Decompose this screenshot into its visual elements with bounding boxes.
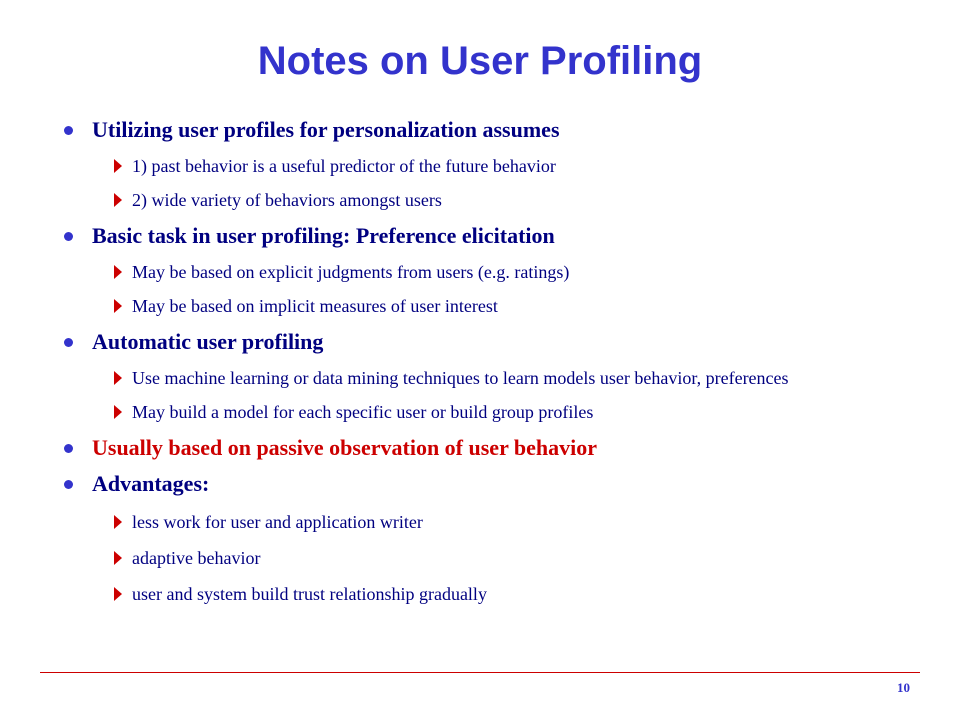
triangle-arrow-icon (114, 193, 122, 207)
sub-bullet-text: May build a model for each specific user or build group profiles (132, 402, 594, 422)
sub-bullet-text: user and system build trust relationship gradually (132, 584, 487, 604)
triangle-arrow-icon (114, 405, 122, 419)
round-bullet-icon (64, 444, 73, 453)
round-bullet-icon (64, 126, 73, 135)
bullet-text: Utilizing user profiles for personalization assumes (92, 117, 560, 142)
bullet-basic-task (60, 222, 940, 250)
triangle-arrow-icon (114, 515, 122, 529)
bullet-text: Automatic user profiling (92, 329, 324, 354)
bullet-passive-observation (60, 434, 940, 462)
sub-bullet-less-work (60, 510, 940, 534)
sub-bullet-text: 1) past behavior is a useful predictor of the future behavior (132, 156, 556, 176)
bullet-advantages (60, 470, 940, 498)
sub-bullet-trust (60, 582, 940, 606)
triangle-arrow-icon (114, 587, 122, 601)
sub-bullet-text: May be based on explicit judgments from users (e.g. ratings) (132, 262, 570, 282)
triangle-arrow-icon (114, 265, 122, 279)
sub-bullet-text: Use machine learning or data mining techniques to learn models user behavior, preferences (132, 368, 789, 388)
sub-bullet-text: adaptive behavior (132, 548, 261, 568)
triangle-arrow-icon (114, 551, 122, 565)
sub-bullet-text: May be based on implicit measures of user interest (132, 296, 498, 316)
sub-bullet-text: 2) wide variety of behaviors amongst users (132, 190, 442, 210)
round-bullet-icon (64, 338, 73, 347)
sub-bullet-implicit (60, 294, 940, 318)
bullet-text: Advantages: (92, 471, 210, 496)
bullet-utilizing-profiles (60, 116, 940, 144)
bullet-automatic-profiling (60, 328, 940, 356)
footer-rule (40, 672, 920, 673)
bullet-text: Basic task in user profiling: Preference elicitation (92, 223, 555, 248)
triangle-arrow-icon (114, 159, 122, 173)
triangle-arrow-icon (114, 371, 122, 385)
page-number: 10 (897, 680, 910, 695)
sub-bullet-text: less work for user and application writer (132, 512, 423, 532)
round-bullet-icon (64, 232, 73, 241)
sub-bullet-past-behavior (60, 154, 940, 178)
sub-bullet-machine-learning (60, 366, 940, 390)
round-bullet-icon (64, 480, 73, 489)
sub-bullet-group-profiles (60, 400, 940, 424)
slide-content (60, 116, 940, 604)
sub-bullet-explicit (60, 260, 940, 284)
triangle-arrow-icon (114, 299, 122, 313)
sub-bullet-variety (60, 188, 940, 212)
slide-title: Notes on User Profiling (257, 39, 703, 83)
bullet-text: Usually based on passive observation of user behavior (92, 435, 598, 460)
sub-bullet-adaptive (60, 546, 940, 570)
